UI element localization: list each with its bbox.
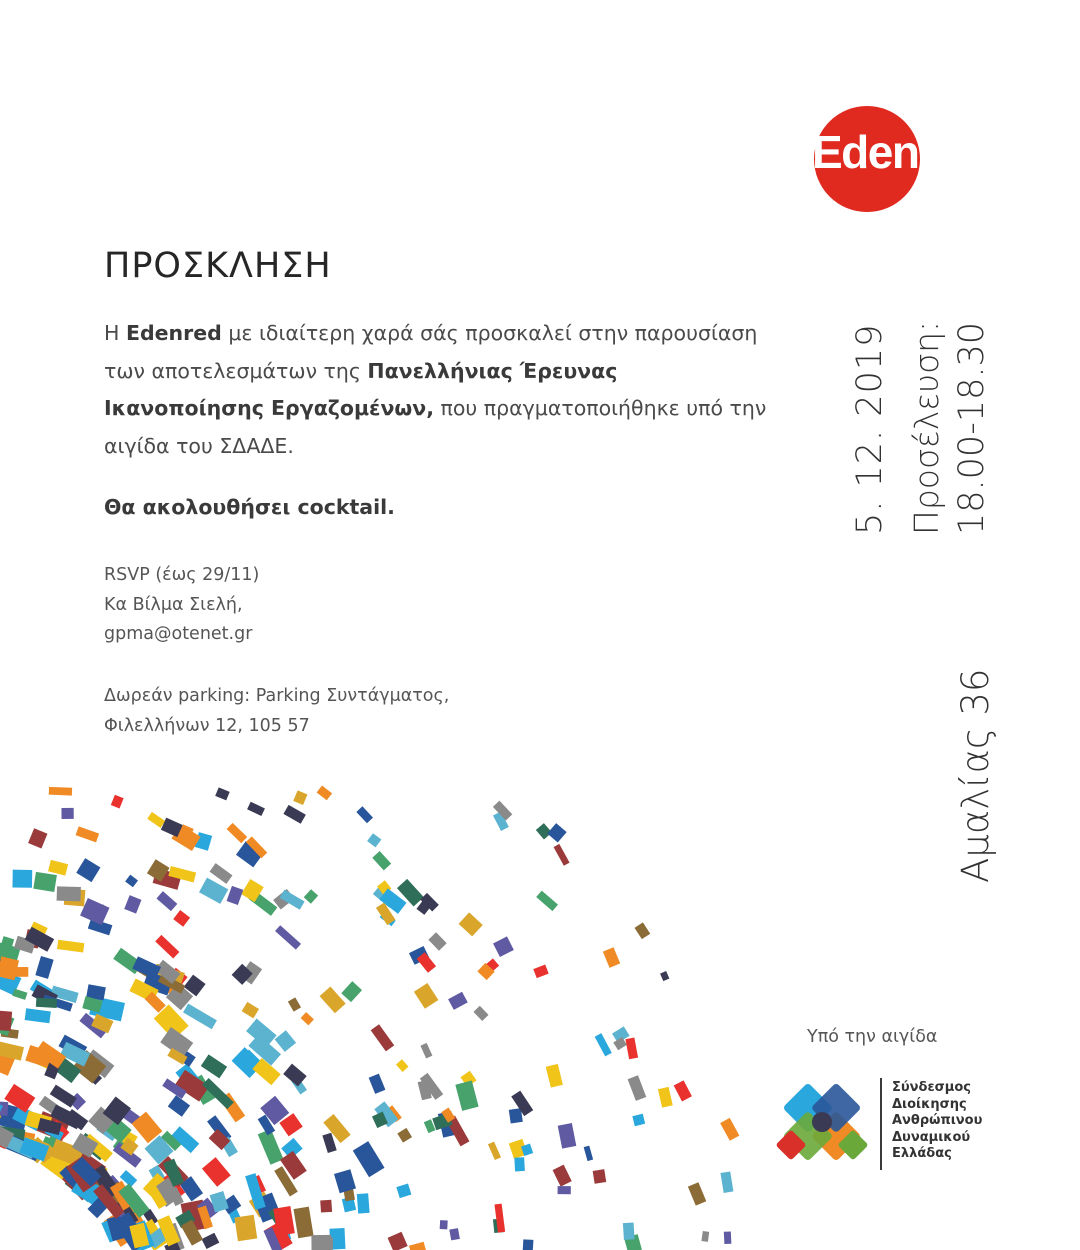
burst-tile bbox=[201, 1054, 227, 1078]
burst-tile bbox=[658, 1087, 673, 1108]
burst-tile bbox=[293, 790, 307, 805]
burst-tile bbox=[625, 1038, 638, 1060]
burst-tile bbox=[459, 912, 483, 936]
edenred-logo-text bbox=[812, 126, 986, 178]
burst-tile bbox=[533, 965, 548, 979]
burst-tile bbox=[558, 1123, 577, 1149]
intro-survey-name: Πανελλήνιας Έρευνας Ικανοποίησης Εργαζομένων, bbox=[104, 358, 618, 420]
burst-tile bbox=[324, 1237, 333, 1250]
burst-tile bbox=[317, 786, 333, 801]
burst-tile bbox=[57, 886, 81, 901]
burst-tile bbox=[448, 992, 468, 1010]
burst-tile bbox=[554, 844, 570, 866]
edenred-logo-wordmark: Edenred bbox=[812, 126, 986, 178]
burst-tile bbox=[428, 932, 446, 951]
burst-tile bbox=[247, 802, 265, 816]
burst-tile bbox=[173, 910, 190, 927]
burst-tile bbox=[546, 1064, 563, 1088]
intro-part-2: με ιδιαίτερη χαρά σάς προσκαλεί στην παρουσίαση των αποτελεσμάτων της bbox=[104, 321, 758, 383]
burst-tile bbox=[76, 826, 100, 842]
burst-tile bbox=[660, 971, 669, 981]
burst-tile bbox=[80, 898, 109, 925]
burst-tile bbox=[341, 981, 362, 1002]
page-title: ΠΡΟΣΚΛΗΣΗ bbox=[104, 246, 332, 286]
sdade-line-4: Δυναμικού bbox=[892, 1129, 971, 1145]
burst-tile bbox=[168, 1095, 190, 1117]
event-date: 5. 12. 2019 bbox=[850, 323, 890, 535]
burst-tile bbox=[111, 795, 124, 809]
burst-tile bbox=[372, 851, 391, 870]
burst-tile bbox=[635, 922, 651, 939]
burst-tile bbox=[35, 956, 53, 979]
burst-tile bbox=[449, 1228, 460, 1240]
burst-tile bbox=[409, 1242, 427, 1250]
burst-tile bbox=[595, 1033, 612, 1056]
burst-tile bbox=[536, 891, 558, 912]
burst-tile bbox=[414, 983, 438, 1009]
burst-tile bbox=[420, 1043, 432, 1059]
sdade-line-1: Σύνδεσμος bbox=[892, 1080, 972, 1095]
burst-tile bbox=[632, 1114, 645, 1127]
burst-tile bbox=[57, 940, 84, 953]
burst-tile bbox=[49, 787, 72, 796]
burst-tile bbox=[202, 1157, 231, 1187]
burst-tile bbox=[688, 1182, 706, 1205]
burst-tile bbox=[227, 886, 244, 905]
sdade-divider bbox=[880, 1078, 882, 1170]
invitation-text bbox=[104, 315, 784, 465]
event-time: 18.00-18.30 bbox=[952, 321, 992, 535]
parking-info bbox=[104, 682, 449, 741]
burst-tile bbox=[488, 1142, 501, 1160]
intro-part-3: που πραγματοποιήθηκε υπό την αιγίδα του ΣΔΑΔΕ. bbox=[104, 396, 767, 458]
auspices-label: Υπό την αιγίδα bbox=[807, 1027, 938, 1047]
event-arrival-label: Προσέλευση: bbox=[907, 320, 946, 535]
rsvp-block bbox=[104, 561, 259, 650]
rsvp-email-link[interactable]: gpma@otenet.gr bbox=[104, 624, 253, 644]
rsvp-deadline: RSVP (έως 29/11) bbox=[104, 565, 260, 585]
burst-tile bbox=[33, 872, 57, 892]
burst-tile bbox=[701, 1231, 709, 1242]
burst-tile bbox=[283, 805, 305, 824]
burst-tile bbox=[320, 986, 346, 1013]
parking-line-1: Δωρεάν parking: Parking Συντάγματος, bbox=[104, 686, 450, 706]
burst-tile bbox=[593, 1169, 607, 1184]
burst-tile bbox=[215, 787, 230, 800]
burst-tile bbox=[367, 833, 381, 847]
sdade-logo bbox=[772, 1072, 872, 1172]
burst-tile bbox=[36, 998, 57, 1008]
burst-tile bbox=[553, 1165, 572, 1187]
burst-tile bbox=[514, 1157, 525, 1171]
burst-tile bbox=[202, 1233, 220, 1249]
burst-tile bbox=[48, 860, 68, 876]
burst-tile bbox=[76, 858, 100, 882]
burst-tile bbox=[156, 891, 177, 911]
burst-tile bbox=[493, 936, 514, 957]
burst-tile bbox=[304, 889, 318, 904]
burst-tile bbox=[0, 1010, 12, 1031]
burst-tile bbox=[388, 1232, 408, 1250]
burst-tile bbox=[25, 1008, 51, 1023]
burst-tile bbox=[628, 1075, 647, 1101]
burst-tile bbox=[371, 1024, 395, 1051]
burst-tile bbox=[283, 1064, 307, 1087]
parking-line-2: Φιλελλήνων 12, 105 57 bbox=[104, 715, 310, 736]
burst-tile bbox=[584, 1146, 593, 1162]
burst-tile bbox=[234, 1215, 257, 1242]
burst-tile bbox=[547, 823, 566, 842]
sdade-line-2: Διοίκησης bbox=[892, 1096, 967, 1112]
burst-tile bbox=[724, 1231, 732, 1244]
event-address: Αμαλίας 36 bbox=[954, 668, 997, 883]
burst-tile bbox=[155, 935, 179, 959]
burst-tile bbox=[275, 1030, 296, 1052]
burst-tile bbox=[210, 863, 233, 884]
burst-tile bbox=[258, 1129, 284, 1165]
cocktail-note: Θα ακολουθήσει cocktail. bbox=[104, 495, 395, 519]
burst-tile bbox=[124, 895, 141, 913]
burst-tile bbox=[275, 925, 301, 949]
burst-tile bbox=[12, 870, 32, 888]
burst-tile bbox=[603, 947, 620, 968]
burst-tile bbox=[440, 1220, 448, 1229]
intro-brand: Edenred bbox=[125, 321, 222, 345]
rsvp-contact: Κα Βίλμα Σιελή, bbox=[104, 594, 243, 615]
burst-tile bbox=[242, 1002, 259, 1018]
burst-tile bbox=[356, 806, 373, 823]
intro-part-1: Η bbox=[104, 321, 126, 345]
burst-tile bbox=[227, 823, 248, 843]
burst-tile bbox=[396, 1184, 411, 1199]
burst-tile bbox=[353, 1141, 385, 1177]
burst-tile bbox=[369, 1074, 386, 1094]
burst-tile bbox=[125, 875, 138, 888]
burst-tile bbox=[396, 1059, 409, 1072]
sdade-org-name bbox=[892, 1080, 982, 1163]
burst-tile bbox=[301, 1012, 314, 1025]
burst-tile bbox=[455, 1080, 478, 1110]
burst-tile bbox=[720, 1171, 733, 1193]
burst-tile bbox=[523, 1239, 534, 1250]
burst-tile bbox=[473, 1006, 488, 1021]
sdade-line-5: Ελλάδας bbox=[892, 1146, 952, 1161]
burst-tile bbox=[294, 1207, 314, 1239]
burst-tile bbox=[674, 1080, 692, 1101]
burst-tile bbox=[288, 997, 301, 1011]
burst-tile bbox=[320, 1200, 332, 1213]
burst-tile bbox=[357, 1193, 370, 1213]
burst-tile bbox=[147, 812, 165, 828]
burst-tile bbox=[623, 1222, 635, 1239]
burst-tile bbox=[613, 1037, 627, 1050]
burst-tile bbox=[12, 989, 27, 1000]
sdade-line-3: Ανθρώπινου bbox=[892, 1113, 983, 1128]
burst-tile bbox=[28, 828, 47, 848]
burst-tile bbox=[397, 1128, 412, 1143]
burst-tile bbox=[720, 1118, 739, 1141]
burst-tile bbox=[61, 808, 73, 819]
burst-tile bbox=[558, 1186, 571, 1194]
